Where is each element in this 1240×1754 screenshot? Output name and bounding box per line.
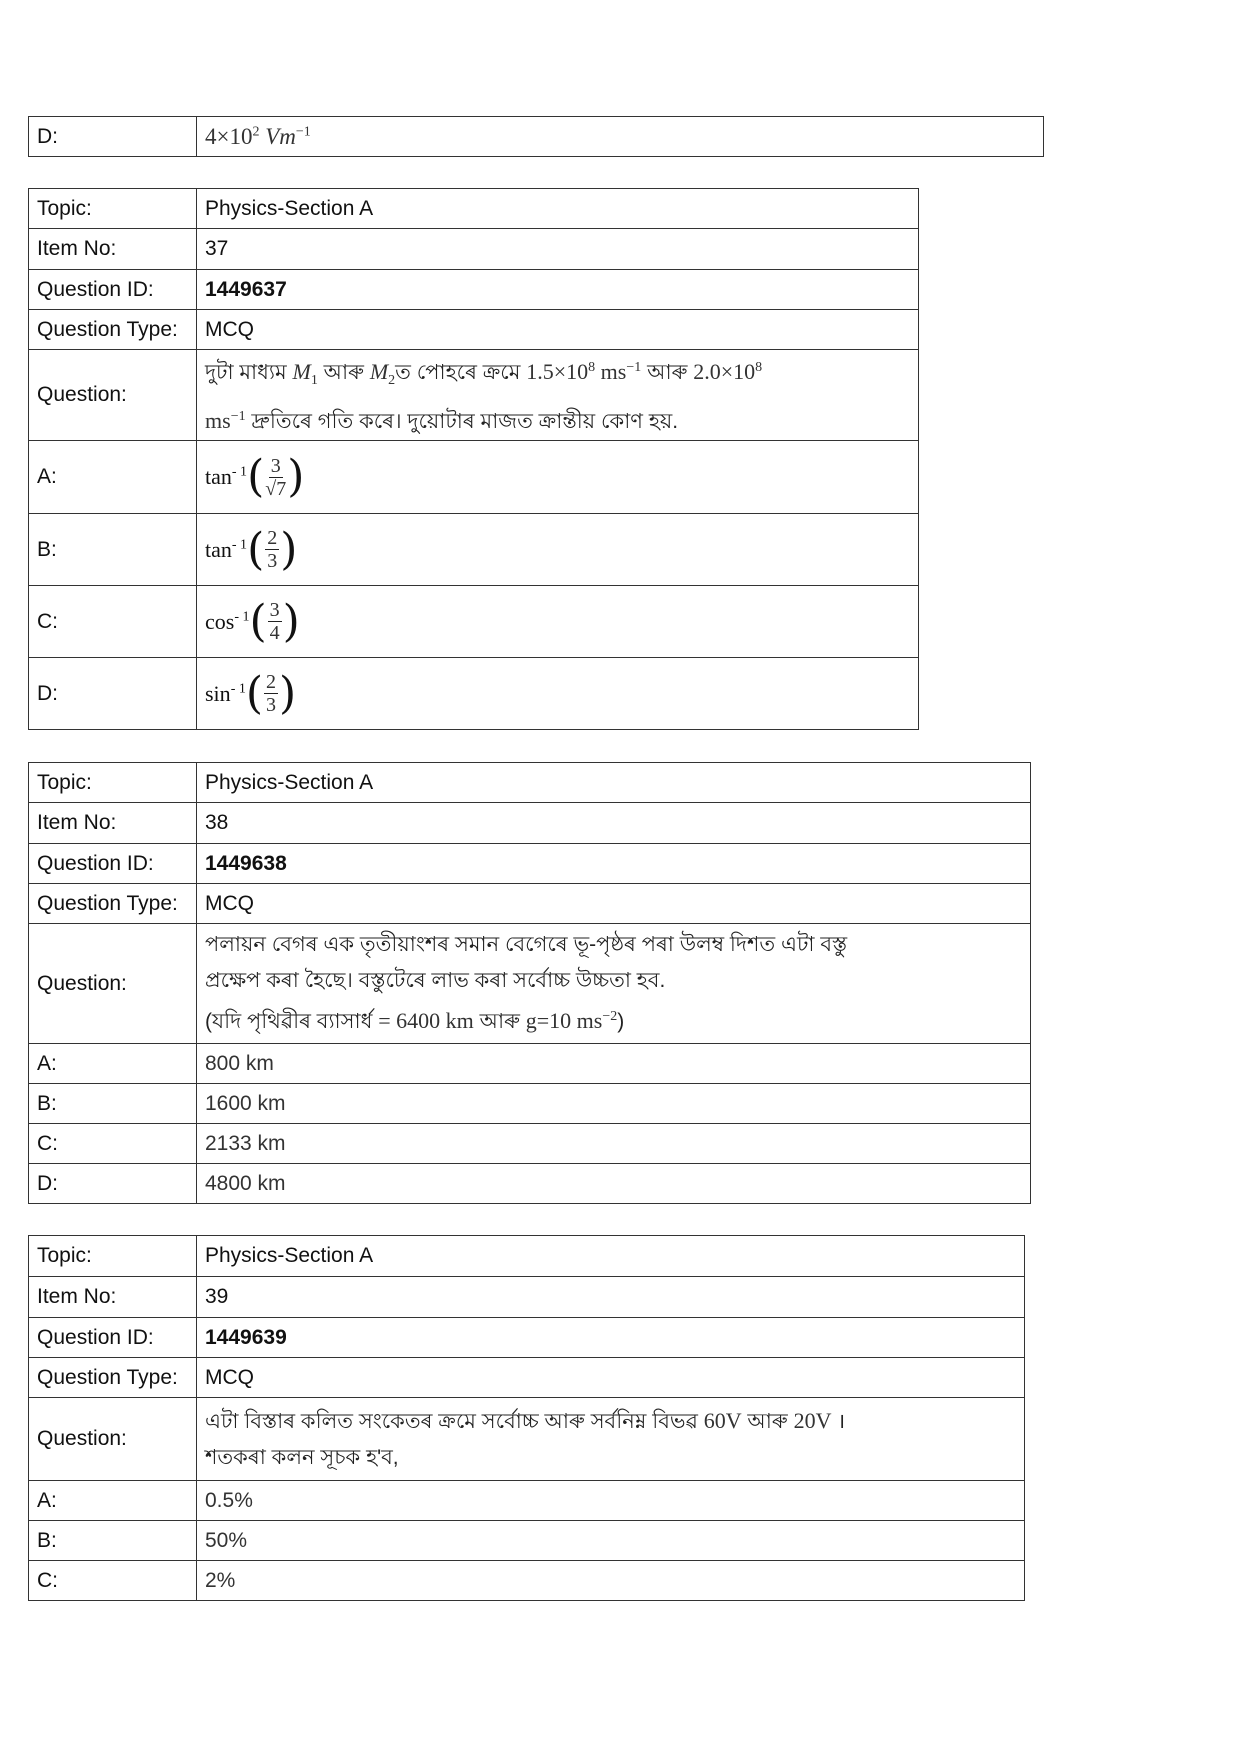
option-row-a: [29, 441, 919, 514]
option-row-d: [29, 117, 1044, 157]
question-label: Question:: [29, 1398, 197, 1481]
option-label: D:: [29, 1164, 197, 1204]
option-label: C:: [29, 1124, 197, 1164]
option-value: $4\times 10^2$ $Vm^{-1}$: [197, 117, 1044, 157]
option-label: A:: [29, 1044, 197, 1084]
option-row-c: [29, 1124, 1031, 1164]
option-value: 2133 km: [197, 1124, 1031, 1164]
option-row-d: [29, 1164, 1031, 1204]
option-label: A:: [29, 1481, 197, 1521]
topic-label: Topic:: [29, 189, 197, 229]
option-value: 0.5%: [197, 1481, 1025, 1521]
option-label: B:: [29, 514, 197, 586]
option-value: $\sin^{- 1}$ ( $\frac{2}{3}$ ): [197, 658, 919, 730]
item-no-label: Item No:: [29, 1277, 197, 1318]
question-type-label: Question Type:: [29, 1358, 197, 1398]
question-type-value: MCQ: [197, 1358, 1025, 1398]
question-text: পলায়ন বেগৰ এক তৃতীয়াংশৰ সমান বেগেৰে ভূ-পৃষ্ঠৰ পৰা উলম্ব দিশত এটা বস্তু প্ৰক্ষেপ কৰা হৈছে। বস্তুটেৰে লাভ কৰা সৰ্বোচ্চ উচ্চতা হব. (যদি পৃথিৱীৰ ব্যাসাৰ্ধ = 6400 km আৰু g=10 $ms^{-2}$): [197, 924, 1031, 1044]
topic-value: Physics-Section A: [197, 189, 919, 229]
question-label: Question:: [29, 924, 197, 1044]
question-type-value: MCQ: [197, 310, 919, 350]
option-value: 4800 km: [197, 1164, 1031, 1204]
item-no-value: 38: [197, 803, 1031, 844]
question-type-label: Question Type:: [29, 884, 197, 924]
question-id-value: 1449638: [197, 844, 1031, 884]
option-row-b: [29, 514, 919, 586]
option-value: 2%: [197, 1561, 1025, 1601]
question-table-39: [28, 1235, 1025, 1601]
item-no-value: 39: [197, 1277, 1025, 1318]
question-text: দুটা মাধ্যম $M_1$ আৰু $M_2ত$ পোহৰে ক্ৰমে $1.5\times 10^8$ $ms^{-1}$ আৰু $2.0\times 10^8$ $ms^{-1}$ দ্ৰুতিৰে গতি কৰে। দুয়োটাৰ মাজত ক্ৰান্তীয় কোণ হয়.: [197, 350, 919, 441]
option-value: $\cos^{- 1}$ ( $\frac{3}{4}$ ): [197, 586, 919, 658]
option-label: B:: [29, 1084, 197, 1124]
option-label: D:: [29, 117, 197, 157]
option-label: D:: [29, 658, 197, 730]
option-row-d: [29, 658, 919, 730]
option-row-b: [29, 1084, 1031, 1124]
option-row-a: [29, 1481, 1025, 1521]
question-table-37: [28, 188, 919, 730]
option-value: $\tan^{- 1}$ ( $\frac{2}{3}$ ): [197, 514, 919, 586]
question-id-label: Question ID:: [29, 1318, 197, 1358]
topic-label: Topic:: [29, 763, 197, 803]
topic-value: Physics-Section A: [197, 763, 1031, 803]
option-value: $\tan^{- 1}$ ( $\frac{3}{√7}$ ): [197, 441, 919, 514]
option-label: A:: [29, 441, 197, 514]
option-row-c: [29, 586, 919, 658]
item-no-value: 37: [197, 229, 919, 270]
previous-question-table: [28, 116, 1044, 157]
option-row-a: [29, 1044, 1031, 1084]
item-no-label: Item No:: [29, 229, 197, 270]
question-text: এটা বিস্তাৰ কলিত সংকেতৰ ক্ৰমে সৰ্বোচ্চ আৰু সৰ্বনিম্ন বিভৱ 60V আৰু 20V । শতকৰা কলন সূচক হ'ব,: [197, 1398, 1025, 1481]
item-no-label: Item No:: [29, 803, 197, 844]
topic-value: Physics-Section A: [197, 1236, 1025, 1277]
question-type-label: Question Type:: [29, 310, 197, 350]
option-label: B:: [29, 1521, 197, 1561]
question-id-value: 1449637: [197, 270, 919, 310]
question-label: Question:: [29, 350, 197, 441]
question-id-label: Question ID:: [29, 844, 197, 884]
option-value: 800 km: [197, 1044, 1031, 1084]
question-table-38: [28, 762, 1031, 1204]
option-row-c: [29, 1561, 1025, 1601]
question-id-value: 1449639: [197, 1318, 1025, 1358]
option-value: 50%: [197, 1521, 1025, 1561]
topic-label: Topic:: [29, 1236, 197, 1277]
question-type-value: MCQ: [197, 884, 1031, 924]
option-value: 1600 km: [197, 1084, 1031, 1124]
option-row-b: [29, 1521, 1025, 1561]
option-label: C:: [29, 1561, 197, 1601]
question-id-label: Question ID:: [29, 270, 197, 310]
option-label: C:: [29, 586, 197, 658]
